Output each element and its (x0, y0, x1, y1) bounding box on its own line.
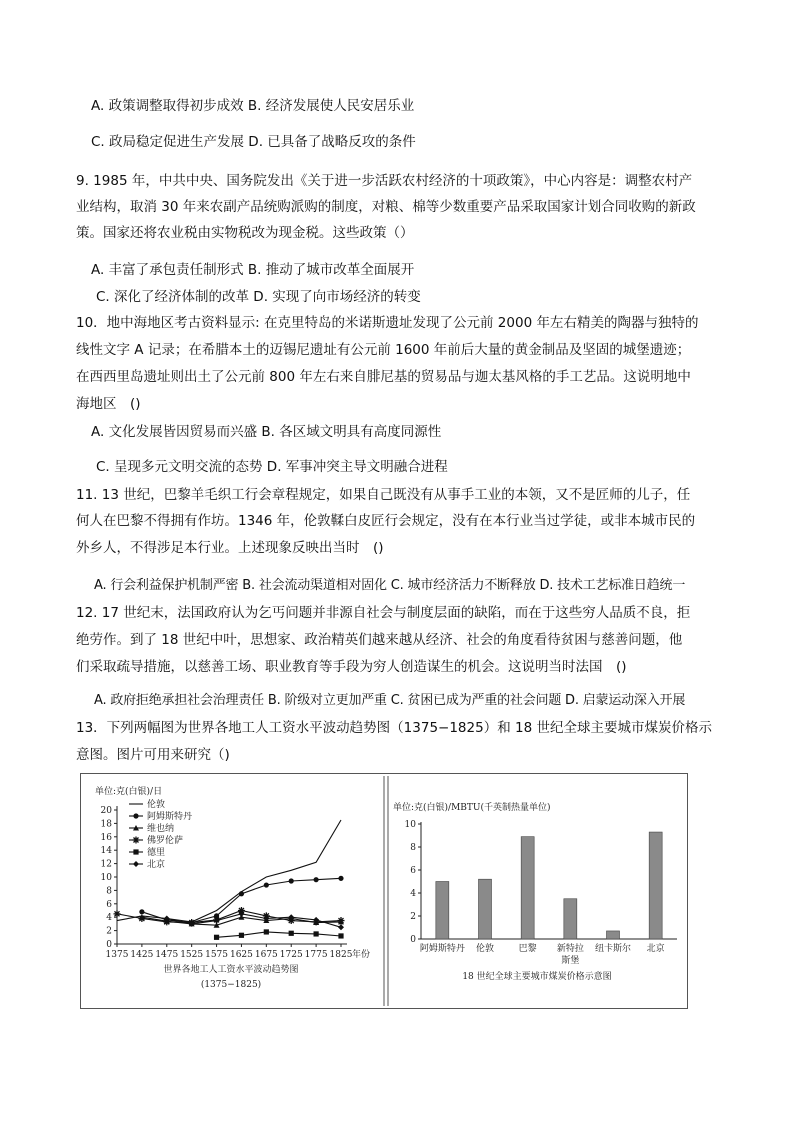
q10-options-ab: A. 文化发展皆因贸易而兴盛 B. 各区域文明具有高度同源性 (91, 424, 442, 440)
legend-label-5: 北京 (147, 860, 166, 870)
line-chart-y-tick-label: 0 (106, 940, 112, 950)
line-chart-y-tick-label: 4 (106, 913, 112, 924)
line-chart-y-tick-label: 16 (100, 832, 112, 843)
line-chart-title: 世界各地工人工资水平波动趋势图 (163, 965, 299, 975)
bar-3 (564, 899, 577, 939)
figure-panel (80, 773, 688, 1009)
line-chart-x-tick-label: 1525 (180, 950, 204, 960)
q13-stem-line1: 13．下列两幅图为世界各地工人工资水平波动趋势图（1375−1825）和 18 世纪全球主要城市煤炭价格示 (76, 720, 712, 736)
line-chart-unit-label: 单位:克(白银)/日 (95, 787, 163, 797)
legend-marker-4 (133, 849, 138, 854)
q8-options-ab: A. 政策调整取得初步成效 B. 经济发展使人民安居乐业 (91, 98, 415, 114)
coal-bar-chart (393, 801, 677, 982)
bar-category-label: 巴黎 (518, 944, 537, 954)
legend-label-4: 德里 (147, 848, 166, 858)
q12-stem-line1: 12. 17 世纪末，法国政府认为乞丐问题并非源自社会与制度层面的缺陷，而在于这些穷人品质不良，拒 (76, 605, 691, 621)
wage-line-chart (95, 785, 370, 990)
line-series-4-point (214, 935, 219, 940)
line-chart-x-tick-label: 1625 (229, 950, 253, 960)
bar-category-label: 北京 (646, 944, 665, 954)
line-chart-subtitle: (1375−1825) (200, 980, 262, 990)
line-series-4-point (338, 933, 343, 938)
bar-chart-y-tick-label: 10 (404, 820, 416, 830)
bar-chart-y-tick-label: 4 (410, 889, 416, 899)
bar-chart-title: 18 世纪全球主要城市煤炭价格示意图 (462, 972, 612, 982)
line-chart-y-tick-label: 2 (106, 926, 112, 937)
legend-label-2: 维也纳 (147, 824, 175, 834)
line-series-1-point (264, 882, 269, 887)
q12-stem-line3: 们采取疏导措施，以慈善工场、职业教育等手段为穷人创造谋生的机会。这说明当时法国 () (76, 659, 627, 675)
line-chart-x-tick-label: 1475 (155, 950, 179, 960)
bar-category-label-line2: 斯堡 (561, 956, 580, 966)
q11-stem-line1: 11. 13 世纪，巴黎羊毛织工行会章程规定，如果自己既没有从事手工业的本领，又不是匠师的儿子，任 (76, 487, 691, 503)
bar-2 (521, 837, 534, 939)
q8-options-cd: C. 政局稳定促进生产发展 D. 已具备了战略反攻的条件 (91, 134, 416, 150)
bar-category-label: 阿姆斯特丹 (419, 944, 465, 954)
line-series-3-point (114, 910, 121, 917)
line-chart-x-tick-label: 1425 (130, 950, 154, 960)
bar-chart-y-tick-label: 8 (410, 843, 416, 853)
line-chart-y-tick-label: 20 (100, 806, 112, 816)
line-chart-y-tick-label: 12 (100, 859, 112, 870)
line-chart-y-tick-label: 6 (106, 899, 112, 910)
bar-chart-unit-label: 单位:克(白银)/MBTU(千英制热量单位) (393, 803, 551, 813)
line-series-3-point (338, 917, 345, 924)
q10-stem-line2: 线性文字 A 记录；在希腊本土的迈锡尼遗址有公元前 1600 年前后大量的黄金制品及坚固的城堡遗迹； (76, 342, 691, 358)
q9-stem-line1: 9. 1985 年，中共中央、国务院发出《关于进一步活跃农村经济的十项政策》，中心内容是：调整农村产 (76, 173, 693, 189)
line-series-4 (217, 932, 341, 937)
legend-label-0: 伦敦 (147, 800, 166, 810)
q12-stem-line2: 绝劳作。到了 18 世纪中叶，思想家、政治精英们越来越从经济、社会的角度看待贫困与慈善问题，他 (76, 632, 683, 648)
bar-chart-y-tick-label: 6 (410, 866, 416, 876)
q9-stem-line3: 策。国家还将农业税由实物税改为现金税。这些政策（） (76, 225, 414, 241)
q9-options-cd: C. 深化了经济体制的改革 D. 实现了向市场经济的转变 (96, 289, 421, 305)
q13-stem-line2: 意图。图片可用来研究（) (76, 747, 230, 763)
q9-stem-line2: 业结构，取消 30 年来农副产品统购派购的制度，对粮、棉等少数重要产品采取国家计划合同收购的新政 (76, 199, 696, 215)
line-series-4-point (314, 931, 319, 936)
line-series-4-point (239, 933, 244, 938)
legend-marker-5 (133, 861, 139, 867)
bar-category-label: 伦敦 (475, 944, 495, 954)
line-chart-y-tick-label: 14 (100, 846, 112, 857)
q10-options-cd: C. 呈现多元文明交流的态势 D. 军事冲突主导文明融合进程 (96, 459, 448, 475)
bar-4 (607, 931, 620, 939)
line-chart-x-tick-label: 1825 (329, 950, 353, 960)
line-chart-x-tick-label: 1375 (105, 950, 129, 960)
line-series-1-point (239, 891, 244, 896)
bar-category-label: 新特拉 (556, 944, 584, 954)
line-chart-x-tick-label: 1725 (279, 950, 303, 960)
line-chart-y-tick-label: 8 (106, 886, 112, 897)
q11-stem-line3: 外乡人，不得涉足本行业。上述现象反映出当时 () (76, 540, 384, 556)
bar-5 (649, 832, 662, 939)
line-series-5-point (338, 924, 344, 930)
bar-0 (436, 882, 449, 940)
legend-marker-1 (133, 813, 138, 818)
bar-category-label: 纽卡斯尔 (594, 944, 632, 954)
q10-stem-line4: 海地区 () (76, 396, 141, 412)
q11-stem-line2: 何人在巴黎不得拥有作坊。1346 年，伦敦鞣白皮匠行会规定，没有在本行业当过学徒，或非本城市民的 (76, 513, 696, 529)
bar-1 (479, 879, 492, 939)
legend-marker-3 (133, 837, 140, 844)
line-series-1-point (289, 878, 294, 883)
q10-stem-line3: 在西西里岛遗址则出土了公元前 800 年左右来自腓尼基的贸易品与迦太基风格的手工艺品。这说明地中 (76, 369, 691, 385)
bar-chart-y-tick-label: 2 (410, 912, 416, 922)
line-chart-x-tick-label: 1775 (304, 950, 328, 960)
q9-options-ab: A. 丰富了承包责任制形式 B. 推动了城市改革全面展开 (91, 262, 415, 278)
legend-label-1: 阿姆斯特丹 (147, 812, 193, 822)
line-chart-x-tick-label: 1675 (254, 950, 278, 960)
line-chart-y-tick-label: 10 (100, 873, 112, 883)
line-series-1-point (338, 876, 343, 881)
line-chart-x-tick-label: 1575 (205, 950, 229, 960)
line-series-4-point (264, 929, 269, 934)
line-chart-y-tick-label: 18 (100, 819, 112, 830)
legend-label-3: 佛罗伦萨 (147, 836, 184, 846)
bar-chart-y-tick-label: 0 (410, 935, 416, 945)
line-series-1-point (139, 909, 144, 914)
q11-options: A. 行会利益保护机制严密 B. 社会流动渠道相对固化 C. 城市经济活力不断释放 D. 技术工艺标准日趋统一 (94, 578, 686, 593)
q12-options: A. 政府拒绝承担社会治理责任 B. 阶级对立更加严重 C. 贫困已成为严重的社会问题 D. 启蒙运动深入开展 (94, 693, 686, 708)
figure-svg (81, 774, 687, 1008)
line-series-4-point (289, 931, 294, 936)
line-chart-x-axis-label: 年份 (351, 950, 371, 960)
q10-stem-line1: 10．地中海地区考古资料显示: 在克里特岛的米诺斯遗址发现了公元前 2000 年左右精美的陶器与独特的 (76, 315, 699, 331)
line-series-1-point (314, 877, 319, 882)
line-series-3-point (138, 915, 145, 922)
